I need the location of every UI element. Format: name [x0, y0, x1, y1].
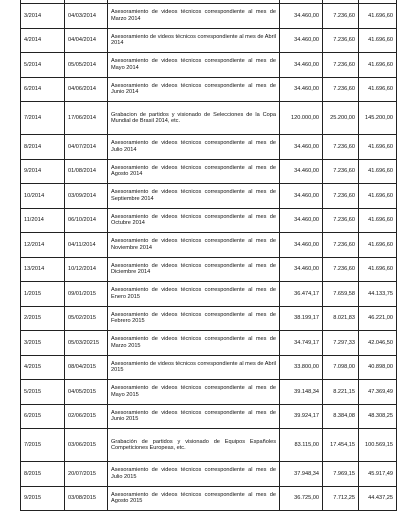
invoice-number-cell: 10/2014	[21, 184, 65, 209]
table-row	[21, 4, 397, 29]
table-row	[21, 429, 397, 462]
description-cell: Asesoramiento de videos técnicos correspondiente al mes de Mayo 2015	[108, 380, 280, 405]
table-row	[21, 53, 397, 78]
description-cell: Asesoramiento de videos técnicos correspondiente al mes de Mayo 2014	[108, 53, 280, 78]
table-row	[21, 77, 397, 102]
invoice-number-cell: 13/2014	[21, 257, 65, 282]
table-row	[21, 355, 397, 380]
vat-amount-cell: 7.236,60	[323, 159, 359, 184]
invoice-date-cell: 05/02/2015	[65, 306, 108, 331]
total-amount-cell: 41.696,60	[359, 208, 397, 233]
vat-amount-cell: 7.236,60	[323, 257, 359, 282]
table-row	[21, 282, 397, 307]
total-amount-cell: 145.200,00	[359, 102, 397, 135]
base-amount-cell: 34.749,17	[280, 331, 323, 356]
total-amount-cell: 47.369,49	[359, 380, 397, 405]
table-row	[21, 486, 397, 511]
total-amount-cell: 41.696,60	[359, 28, 397, 53]
description-cell: Asesoramiento de videos técnicos correspondiente al mes de Octubre 2014	[108, 208, 280, 233]
invoice-date-cell: 04/07/2014	[65, 135, 108, 160]
base-amount-cell: 34.460,00	[280, 257, 323, 282]
base-amount-cell: 37.948,34	[280, 462, 323, 487]
vat-amount-cell: 7.712,25	[323, 486, 359, 511]
description-cell: Asesoramiento de videos técnicos correspondiente al mes de Julio 2015	[108, 462, 280, 487]
base-amount-cell: 34.460,00	[280, 4, 323, 29]
total-amount-cell: 41.696,60	[359, 184, 397, 209]
invoice-number-cell: 9/2014	[21, 159, 65, 184]
total-amount-cell: 41.696,60	[359, 233, 397, 258]
invoice-number-cell: 8/2015	[21, 462, 65, 487]
vat-amount-cell: 8.221,15	[323, 380, 359, 405]
invoice-number-cell: 8/2014	[21, 135, 65, 160]
invoice-date-cell: 01/08/2014	[65, 159, 108, 184]
invoice-number-cell: 9/2015	[21, 486, 65, 511]
invoice-date-cell: 10/12/2014	[65, 257, 108, 282]
table-row	[21, 28, 397, 53]
table-row	[21, 184, 397, 209]
description-cell: Asesoramiento de videos técnicos correspondiente al mes de Agosto 2015	[108, 486, 280, 511]
total-amount-cell: 41.696,60	[359, 53, 397, 78]
base-amount-cell: 83.115,00	[280, 429, 323, 462]
invoice-date-cell: 03/09/2014	[65, 184, 108, 209]
vat-amount-cell: 7.236,60	[323, 53, 359, 78]
description-cell: Asesoramiento de videos técnicos correspondiente al mes de Enero 2015	[108, 282, 280, 307]
table-row	[21, 404, 397, 429]
vat-amount-cell: 7.659,58	[323, 282, 359, 307]
vat-amount-cell: 25.200,00	[323, 102, 359, 135]
total-amount-cell: 46.221,00	[359, 306, 397, 331]
invoice-date-cell: 09/01/2015	[65, 282, 108, 307]
description-cell: Grabación de partidos y visionado de Equipos Españoles Competiciones Europeas, etc.	[108, 429, 280, 462]
invoice-date-cell: 04/03/2014	[65, 4, 108, 29]
base-amount-cell: 34.460,00	[280, 233, 323, 258]
base-amount-cell: 34.460,00	[280, 28, 323, 53]
table-row	[21, 102, 397, 135]
base-amount-cell: 120.000,00	[280, 102, 323, 135]
invoice-number-cell: 5/2015	[21, 380, 65, 405]
invoice-number-cell: 3/2015	[21, 331, 65, 356]
invoice-date-cell: 05/05/2014	[65, 53, 108, 78]
description-cell: Asesoramiento de videos técnicos correspondiente al mes de Marzo 2015	[108, 331, 280, 356]
total-amount-cell: 41.696,60	[359, 159, 397, 184]
invoice-table-body	[21, 0, 397, 511]
base-amount-cell: 34.460,00	[280, 53, 323, 78]
invoice-date-cell: 04/04/2014	[65, 28, 108, 53]
base-amount-cell: 36.725,00	[280, 486, 323, 511]
invoice-number-cell: 4/2014	[21, 28, 65, 53]
total-amount-cell: 41.696,60	[359, 77, 397, 102]
total-amount-cell: 48.308,25	[359, 404, 397, 429]
table-row	[21, 208, 397, 233]
invoice-number-cell: 1/2015	[21, 282, 65, 307]
base-amount-cell: 34.460,00	[280, 135, 323, 160]
total-amount-cell: 44.133,75	[359, 282, 397, 307]
invoice-date-cell: 05/03/20215	[65, 331, 108, 356]
invoice-date-cell: 03/08/2015	[65, 486, 108, 511]
invoice-date-cell: 20/07/2015	[65, 462, 108, 487]
invoice-number-cell: 6/2014	[21, 77, 65, 102]
invoice-date-cell: 03/06/2015	[65, 429, 108, 462]
description-cell: Grabacion de partidos y visionado de Selecciones de la Copa Mundial de Brasil 2014, etc.	[108, 102, 280, 135]
base-amount-cell: 33.800,00	[280, 355, 323, 380]
vat-amount-cell: 7.236,60	[323, 4, 359, 29]
table-row	[21, 380, 397, 405]
vat-amount-cell: 7.236,60	[323, 184, 359, 209]
vat-amount-cell: 7.236,60	[323, 28, 359, 53]
description-cell: Asesoramiento de videos técnicos correspondiente al mes de Marzo 2014	[108, 4, 280, 29]
description-cell: Asesoramiento de videos técnicos correspondiente al mes de Febrero 2015	[108, 306, 280, 331]
description-cell: Asesoramiento de videos técnicos correspondiente al mes de Noviembre 2014	[108, 233, 280, 258]
invoice-date-cell: 04/06/2014	[65, 77, 108, 102]
total-amount-cell: 44.437,25	[359, 486, 397, 511]
invoice-number-cell: 7/2015	[21, 429, 65, 462]
total-amount-cell: 100.569,15	[359, 429, 397, 462]
invoice-number-cell: 7/2014	[21, 102, 65, 135]
description-cell: Asesoramiento de videos técnicos correspondiente al mes de Agosto 2014	[108, 159, 280, 184]
base-amount-cell: 39.924,17	[280, 404, 323, 429]
base-amount-cell: 34.460,00	[280, 184, 323, 209]
invoice-number-cell: 12/2014	[21, 233, 65, 258]
invoice-number-cell: 5/2014	[21, 53, 65, 78]
vat-amount-cell: 8.384,08	[323, 404, 359, 429]
vat-amount-cell: 7.969,15	[323, 462, 359, 487]
vat-amount-cell: 8.021,83	[323, 306, 359, 331]
table-row	[21, 135, 397, 160]
description-cell: Asesoramiento de videos técnicos correspondiente al mes de Junio 2015	[108, 404, 280, 429]
table-row	[21, 306, 397, 331]
description-cell: Asesoramiento de videos técnicos correspondiente al mes de Diciembre 2014	[108, 257, 280, 282]
table-row	[21, 233, 397, 258]
description-cell: Asesoramiento de videos técnicos correspondiente al mes de Abril 2014	[108, 28, 280, 53]
base-amount-cell: 38.199,17	[280, 306, 323, 331]
invoice-number-cell: 11/2014	[21, 208, 65, 233]
total-amount-cell: 41.696,60	[359, 257, 397, 282]
table-row	[21, 462, 397, 487]
base-amount-cell: 36.474,17	[280, 282, 323, 307]
vat-amount-cell: 7.098,00	[323, 355, 359, 380]
invoice-date-cell: 08/04/2015	[65, 355, 108, 380]
invoice-number-cell: 6/2015	[21, 404, 65, 429]
invoice-number-cell: 3/2014	[21, 4, 65, 29]
invoice-date-cell: 04/05/2015	[65, 380, 108, 405]
total-amount-cell: 45.917,49	[359, 462, 397, 487]
base-amount-cell: 34.460,00	[280, 159, 323, 184]
table-row	[21, 159, 397, 184]
vat-amount-cell: 7.236,60	[323, 208, 359, 233]
vat-amount-cell: 7.236,60	[323, 77, 359, 102]
vat-amount-cell: 7.236,60	[323, 233, 359, 258]
invoice-number-cell: 4/2015	[21, 355, 65, 380]
vat-amount-cell: 7.236,60	[323, 135, 359, 160]
total-amount-cell: 42.046,50	[359, 331, 397, 356]
base-amount-cell: 34.460,00	[280, 208, 323, 233]
total-amount-cell: 41.696,60	[359, 4, 397, 29]
base-amount-cell: 34.460,00	[280, 77, 323, 102]
invoice-date-cell: 17/06/2014	[65, 102, 108, 135]
description-cell: Asesoramiento de videos técnicos correspondiente al mes de Junio 2014	[108, 77, 280, 102]
table-row	[21, 257, 397, 282]
description-cell: Asesoramiento de videos técnicos correspondiente al mes de Septiembre 2014	[108, 184, 280, 209]
invoice-table	[20, 0, 397, 511]
invoice-date-cell: 02/06/2015	[65, 404, 108, 429]
invoice-date-cell: 06/10/2014	[65, 208, 108, 233]
invoice-date-cell: 04/11/2014	[65, 233, 108, 258]
total-amount-cell: 40.898,00	[359, 355, 397, 380]
total-amount-cell: 41.696,60	[359, 135, 397, 160]
vat-amount-cell: 7.297,33	[323, 331, 359, 356]
description-cell: Asesoramiento de videos técnicos correspondiente al mes de Abril 2015	[108, 355, 280, 380]
description-cell: Asesoramiento de videos técnicos correspondiente al mes de Julio 2014	[108, 135, 280, 160]
table-row	[21, 331, 397, 356]
base-amount-cell: 39.148,34	[280, 380, 323, 405]
invoice-number-cell: 2/2015	[21, 306, 65, 331]
vat-amount-cell: 17.454,15	[323, 429, 359, 462]
